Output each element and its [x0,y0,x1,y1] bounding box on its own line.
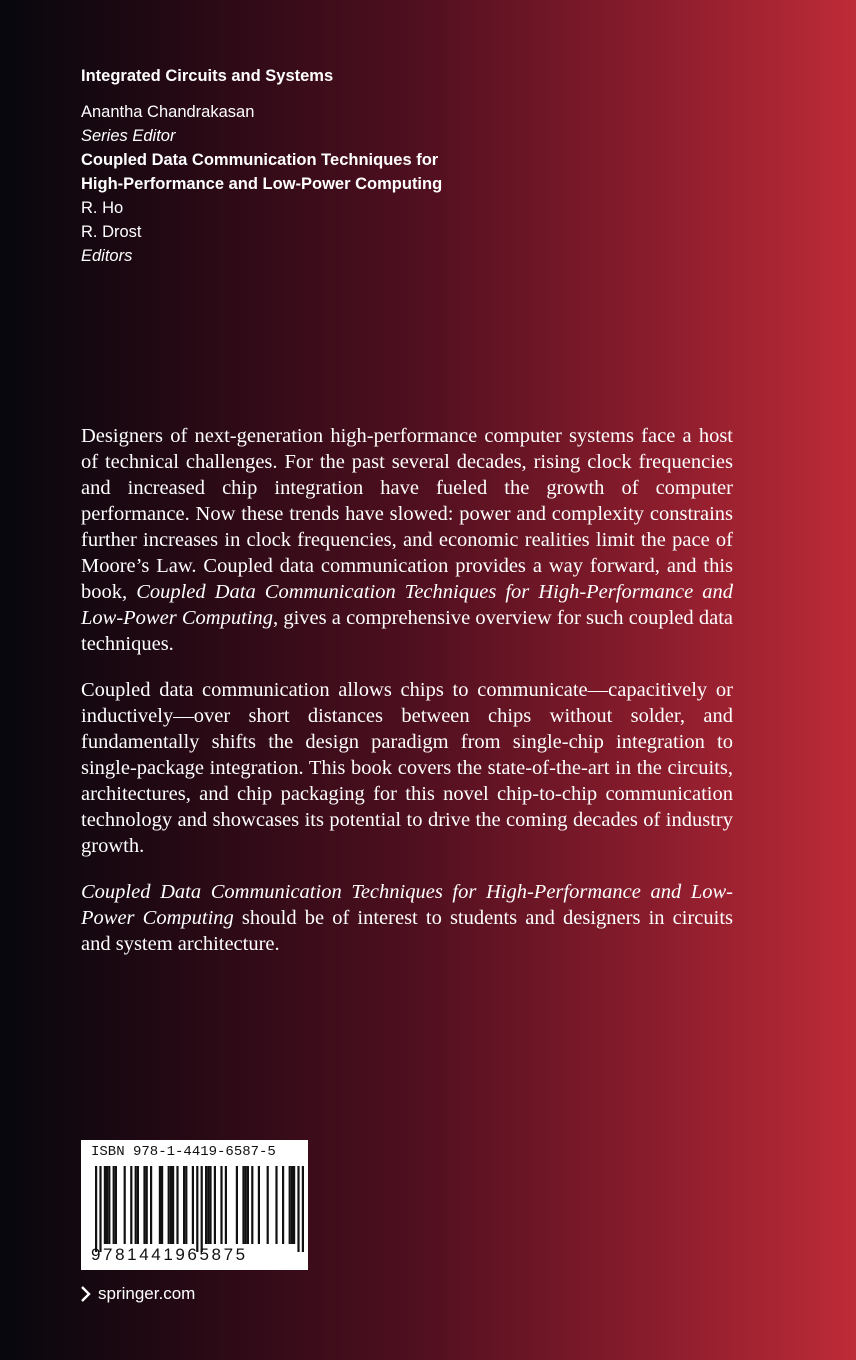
paragraph-text: Designers of next-generation high-performance computer systems face a host of technical challenges. For the past several decades, rising clock frequencies and increased chip integration have fueled the growth of computer performance. Now these trends have slowed: power and complexity constrains further increases in clock frequencies, and economic realities limit the pace of Moore’s Law. Coupled data communication provides a way forward, and this book, [81,425,733,603]
barcode-bar [205,1166,207,1244]
barcode-bar [185,1166,187,1244]
barcode-bar [207,1166,209,1244]
barcode-bar [297,1166,299,1252]
chevron-right-icon [80,1285,92,1303]
barcode-bar [115,1166,117,1244]
barcode-bar [267,1166,269,1244]
barcode-bar [209,1166,211,1244]
barcode-bar [95,1166,97,1252]
barcode-bar [196,1166,198,1252]
barcode-bar [225,1166,227,1244]
barcode-bar [214,1166,216,1244]
editor-name: R. Drost [81,223,142,241]
barcode-bar [192,1166,194,1244]
book-title-italic: Coupled Data Communication Techniques for High-Performance and Low-Power Computing [81,581,733,629]
barcode-bar [289,1166,291,1244]
description-paragraph-2: Coupled data communication allows chips to communicate—capacitively or inductively—over short distances between chips without solder, and fundamentally shifts the design paradigm from single-chip integration to single-package integration. This book covers the state-of-the-art in the circuits, architectures, and chip packaging for this novel chip-to-chip communication technology and showcases its potential to drive the coming decades of industry growth. [81,679,733,857]
barcode-bar [275,1166,277,1244]
barcode-bar [245,1166,247,1244]
description-paragraph-3 [81,879,733,957]
barcode-bar [183,1166,185,1244]
isbn-label: ISBN 978-1-4419-6587-5 [91,1144,276,1160]
barcode-bar [168,1166,170,1244]
barcode-bar [172,1166,174,1244]
series-editor-role: Series Editor [81,127,176,145]
barcode-bar [159,1166,161,1244]
barcode-bar [108,1166,110,1244]
book-description [81,423,733,977]
barcode-bar [242,1166,244,1244]
barcode-bar [220,1166,222,1244]
description-paragraph-1 [81,423,733,657]
barcode-bar [282,1166,284,1244]
series-editor-name: Anantha Chandrakasan [81,103,255,121]
barcode-bar [291,1166,293,1244]
barcode-bar [236,1166,238,1244]
paragraph-text: , gives a comprehensive overview for such coupled data techniques. [81,607,733,655]
barcode-bar [201,1166,203,1252]
editors-role: Editors [81,247,133,265]
barcode-bar [124,1166,126,1244]
barcode-bar [106,1166,108,1244]
barcode-bar [113,1166,115,1244]
barcode-bar [293,1166,295,1244]
barcode-bar [99,1166,101,1252]
barcode-bar [130,1166,132,1244]
barcode-bar [302,1166,304,1252]
barcode-bar [161,1166,163,1244]
paragraph-text: should be of interest to students and designers in circuits and system architecture. [81,907,733,955]
barcode-bar [135,1166,137,1244]
barcode-bar [137,1166,139,1244]
series-header [81,64,681,268]
barcode-bar [251,1166,253,1244]
book-title-italic: Coupled Data Communication Techniques for High-Performance and Low-Power Computing [81,881,733,929]
book-title-line-1: Coupled Data Communication Techniques for [81,151,439,169]
barcode-bar [143,1166,145,1244]
editor-name: R. Ho [81,199,124,217]
barcode-bar [150,1166,152,1244]
isbn-barcode-box [81,1140,308,1270]
book-title-line-2: High-Performance and Low-Power Computing [81,175,443,193]
isbn-digits: 9781441965875 [91,1245,248,1264]
publisher-website: springer.com [98,1284,196,1303]
barcode-bar [146,1166,148,1244]
publisher-link[interactable] [80,1284,195,1304]
barcode-bar [258,1166,260,1244]
series-title: Integrated Circuits and Systems [81,67,334,85]
barcode-bar [170,1166,172,1244]
barcode-bar [247,1166,249,1244]
barcode-bar [104,1166,106,1244]
barcode-bar [176,1166,178,1244]
